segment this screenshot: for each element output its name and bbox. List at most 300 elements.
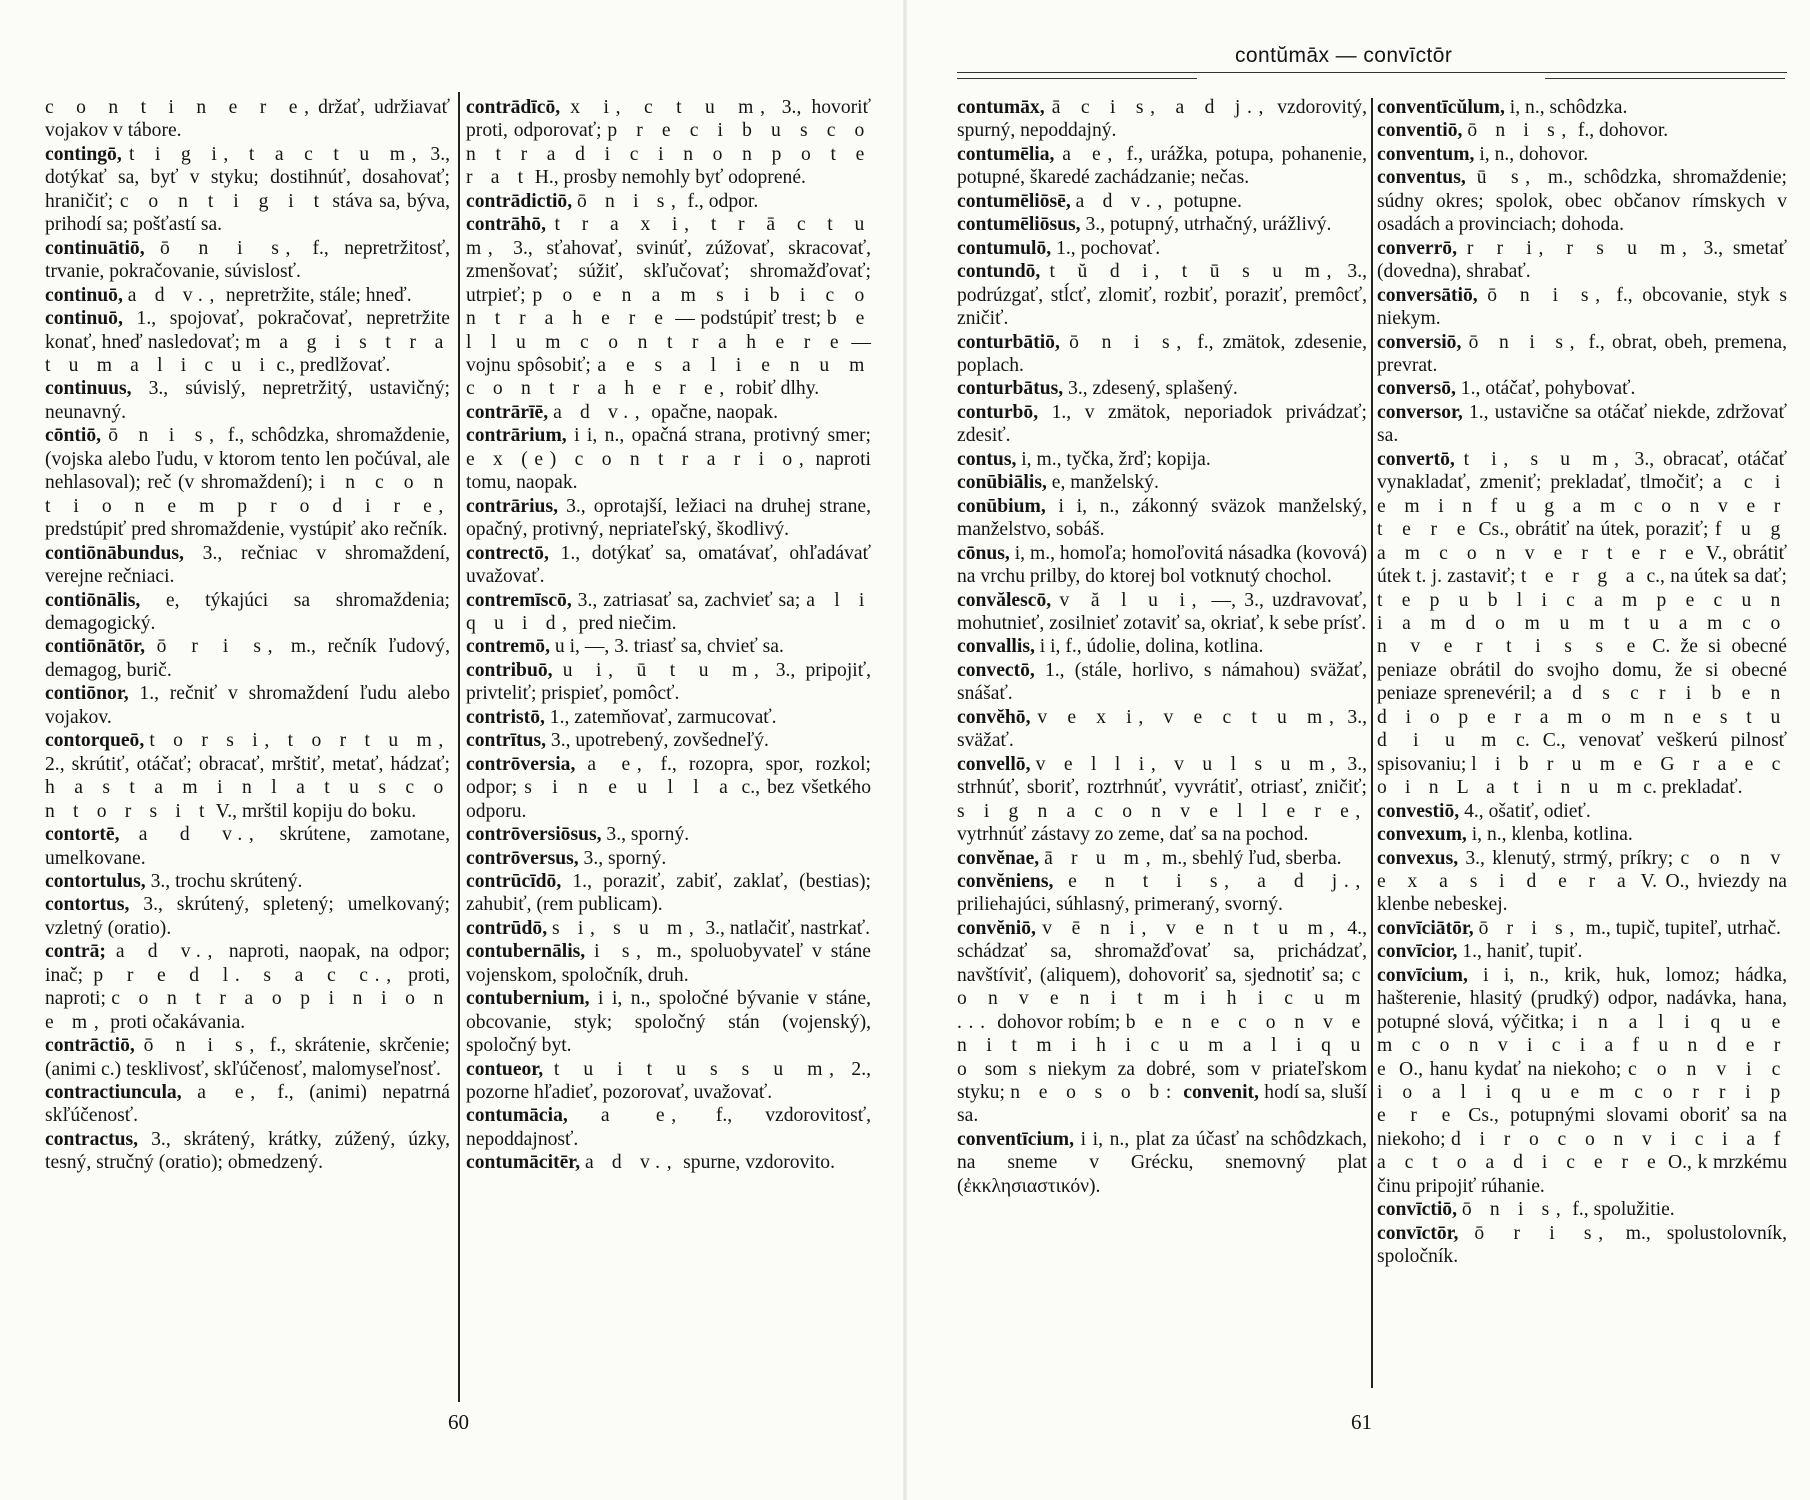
definition-text: 1., ustavične sa otáčať niekde, zdržovať sa.: [1377, 401, 1787, 447]
headword: convestiō,: [1377, 800, 1460, 822]
definition-text: 3., klenutý, strmý, príkry;: [1458, 847, 1681, 869]
dictionary-entry: [466, 542, 871, 589]
dictionary-entry: [466, 401, 871, 424]
definition-text: 3., sporný.: [601, 824, 690, 846]
definition-text: 3., hovoriť proti, odporovať;: [466, 97, 871, 142]
latin-phrase: n e o s o b:: [1010, 1082, 1178, 1104]
definition-text: 4., ošatiť, odieť.: [1459, 800, 1591, 822]
definition-text: c. C., venovať veškerú pilnosť spisovaniu;: [1377, 730, 1787, 775]
latin-phrase: ū s,: [1476, 167, 1537, 189]
definition-text: O., hanu kydať na niekoho;: [1392, 1058, 1629, 1080]
definition-text: proti, naproti;: [45, 964, 450, 1010]
headword: contortē,: [45, 824, 120, 846]
definition-text: i i, n., spoločné bývanie v stáne, obcovanie, styk; spoločný stán (vojenský), spoločný byt.: [466, 988, 871, 1057]
headword: contrādīcō,: [466, 97, 561, 118]
dictionary-entry: [957, 143, 1367, 190]
headword: conventum,: [1377, 143, 1475, 165]
headword: convălescō,: [957, 589, 1052, 611]
latin-phrase: c o n v e n i t m i h i c u m ...: [957, 964, 1367, 1033]
latin-phrase: l i b r u m e G r a e c o i n L a t i n u m: [1377, 753, 1787, 799]
headword: contumācia,: [466, 1105, 568, 1127]
latin-phrase: t ŭ d i, t ū s u m,: [1049, 261, 1339, 283]
latin-phrase: ā c i s, a d j.,: [1051, 97, 1271, 118]
dictionary-entry: [466, 424, 871, 494]
latin-phrase: ō r i s,: [1474, 1222, 1610, 1244]
latin-phrase: a d s c r i b e n d i o p e r a m o m n e s t u d i u m: [1377, 683, 1787, 752]
headword: contractiuncula,: [45, 1082, 182, 1104]
dictionary-entry: [957, 1128, 1367, 1198]
definition-text: 3., skrátený, krátky, zúžený, úzky, tesný, stručný (oratio); obmedzený.: [45, 1128, 450, 1174]
definition-text: [585, 941, 594, 962]
definition-text: 2., skrútiť, otáčať; obracať, mrštiť, metať, hádzať;: [45, 753, 450, 775]
definition-text: f., vzdorovitosť, nepoddajnosť.: [466, 1105, 871, 1150]
page-number: 60: [448, 1410, 469, 1434]
headword: contrāctiō,: [45, 1035, 135, 1057]
definition-text: skrútene, zamotane, umelkovane.: [45, 824, 450, 869]
dictionary-entry: [1377, 143, 1787, 166]
definition-text: f., odpor.: [682, 190, 759, 212]
latin-phrase: a d v.,: [553, 401, 647, 423]
dictionary-entry: [1377, 800, 1787, 823]
headword: contrītus,: [466, 730, 547, 752]
definition-text: [543, 1059, 554, 1080]
headword: contundō,: [957, 261, 1041, 283]
definition-text: V., obrátiť útek t. j. zastaviť;: [1377, 542, 1788, 588]
definition-text: [575, 754, 587, 775]
latin-phrase: a e,: [587, 753, 649, 775]
headword: contortulus,: [45, 870, 146, 892]
headword: contumācitēr,: [466, 1152, 581, 1174]
latin-phrase: x i, c t u m,: [570, 97, 772, 118]
latin-phrase: m a g i s t r a t u m a l i c u i: [45, 331, 450, 376]
latin-phrase: e x (e) c o n t r a r i o,: [466, 448, 811, 470]
dictionary-entry: [466, 1104, 871, 1151]
definition-text: 3., potupný, utrhačný, urážlivý.: [1080, 214, 1332, 236]
column-rule: [1371, 98, 1373, 1388]
headword: conūbium,: [957, 495, 1046, 517]
headword: contremō,: [466, 636, 550, 658]
headword: continuus,: [45, 378, 132, 400]
headword: convīciātōr,: [1377, 917, 1474, 939]
definition-text: i i, n., zákonný sväzok manželský, manželstvo, sobáš.: [957, 495, 1367, 541]
dictionary-entry: [45, 377, 450, 424]
latin-phrase: c o n t i n e r e: [45, 97, 305, 118]
latin-phrase: ō n i s,: [160, 237, 298, 259]
latin-phrase: s i, s u m,: [552, 917, 701, 939]
headword: conversātiō,: [1377, 284, 1478, 306]
definition-text: f., skrátenie, skrčenie; (animi c.) tesklivosť, skľúčenosť, malomyseľnosť.: [45, 1035, 450, 1080]
dictionary-entry: [45, 893, 450, 940]
dictionary-entry: [45, 542, 450, 589]
definition-text: m., schôdzka, shromaždenie; súdny okres; spolok, obec občanov rímskych v osadách a provinciach; dohoda.: [1377, 167, 1787, 236]
latin-phrase: p r e d l. s a c c.,: [93, 964, 398, 986]
dictionary-entry: [957, 237, 1367, 260]
dictionary-entry: [957, 377, 1367, 400]
definition-text: [1040, 261, 1049, 282]
definition-text: 1., v zmätok, neporiadok privádzať; zdesiť.: [957, 401, 1367, 447]
definition-text: 3., dotýkať sa, byť v styku; dostihnúť, dosahovať; hraničiť;: [45, 143, 451, 212]
latin-phrase: a d v.,: [585, 1152, 679, 1174]
definition-text: f., (animi) nepatrná skľúčenosť.: [45, 1082, 450, 1127]
definition-text: proti očakávania.: [105, 1011, 246, 1033]
headword: contus,: [957, 448, 1017, 470]
definition-text: [553, 660, 563, 681]
latin-phrase: ō r i s,: [1478, 917, 1581, 939]
dictionary-entry: [466, 635, 871, 658]
dictionary-entry: [466, 589, 871, 636]
dictionary-entry: [1377, 119, 1787, 142]
definition-text: —, 3., uzdravovať, mohutnieť, zosilnieť zotaviť sa, okriať, k sebe prísť.: [957, 589, 1367, 634]
dictionary-entry: [466, 753, 871, 823]
dictionary-entry: [957, 471, 1367, 494]
header-rule: [957, 72, 1787, 73]
definition-text: pred niečim.: [573, 612, 677, 634]
latin-phrase: a d v.,: [1075, 190, 1169, 212]
dictionary-entry: [45, 729, 450, 823]
headword: convĕniō,: [957, 917, 1036, 939]
dictionary-entry: [466, 729, 871, 752]
header-rule: [957, 78, 1197, 79]
latin-phrase: f u g a m c o n v e r t e r e: [1377, 519, 1787, 564]
latin-phrase: c o n v i c i o a l i q u e m c o r r i p e r e: [1377, 1058, 1787, 1127]
definition-text: f., urážka, potupa, pohanenie, potupné, škaredé zachádzanie; nečas.: [957, 143, 1367, 189]
definition-text: c., na útek sa dať;: [1641, 566, 1787, 588]
definition-text: Cs., obrátiť na útek, poraziť;: [1472, 519, 1715, 541]
definition-text: hodí sa, sluší sa.: [957, 1082, 1367, 1127]
definition-text: i i, n., krik, huk, lomoz; hádka, hašterenie, hlasitý (prudký) odpor, nadávka, hana, potupné slová, výčitka;: [1377, 964, 1787, 1033]
definition-text: 1., dotýkať sa, omatávať, ohľadávať uvažovať.: [466, 542, 871, 588]
dictionary-entry: [45, 823, 450, 870]
definition-text: — podstúpiť trest;: [669, 308, 827, 330]
dictionary-entry: [1377, 1222, 1787, 1269]
definition-text: 3., upotrebený, zovšedneľý.: [546, 730, 769, 752]
latin-phrase: ā r u m,: [1044, 847, 1158, 869]
headword: conversō,: [1377, 378, 1456, 400]
definition-text: e, manželský.: [1046, 472, 1159, 494]
page-number: 61: [1351, 1410, 1372, 1434]
definition-text: nepretržite, stále; hneď.: [221, 284, 412, 306]
headword: contrārīē,: [466, 401, 549, 423]
headword: contribuō,: [466, 659, 553, 681]
definition-text: [122, 144, 129, 165]
headword: contrūdō,: [466, 917, 548, 939]
definition-text: [1458, 1223, 1474, 1244]
definition-text: — vojnu spôsobiť;: [466, 331, 872, 376]
latin-phrase: p r e c i b u s c o n t r a d i c i n o n p o t e r a t: [466, 120, 871, 189]
dictionary-entry: [957, 401, 1367, 448]
definition-text: 3., sväžať.: [957, 706, 1367, 752]
dictionary-entry: [1377, 331, 1787, 378]
latin-phrase: v e x i, v e c t u m,: [1037, 706, 1341, 728]
headword: conturbō,: [957, 401, 1039, 423]
definition-text: 1., poraziť, zabiť, zaklať, (bestias); zahubiť, (rem publicam).: [466, 870, 871, 916]
definition-text: i, m., tyčka, žrď; kopija.: [1016, 448, 1211, 470]
definition-text: f., nepretržitosť, trvanie, pokračovanie, súvislosť.: [45, 237, 450, 283]
headword: conūbiālis,: [957, 472, 1047, 494]
headword: contrūcīdō,: [466, 870, 562, 892]
definition-text: H., prosby nemohly byť odoprené.: [529, 167, 806, 189]
headword: convĕnae,: [957, 847, 1040, 869]
dictionary-entry: [957, 448, 1367, 471]
dictionary-entry: [1377, 237, 1787, 284]
latin-phrase: t i, s u m,: [1463, 448, 1626, 470]
definition-text: 1., (stále, horlivo, s námahou) sväžať, snášať.: [957, 659, 1367, 705]
dictionary-entry: [45, 682, 450, 729]
headword: continuō,: [45, 284, 123, 306]
latin-phrase: c o n t r a o p i n i o n e m,: [45, 988, 451, 1033]
dictionary-entry: [1377, 940, 1787, 963]
latin-phrase: t i g i, t a c t u m,: [128, 143, 424, 165]
headword: contristō,: [466, 706, 545, 728]
dictionary-entry: [466, 1058, 871, 1105]
definition-text: Cs., potupnými slovami oboriť sa na niekoho;: [1377, 1105, 1787, 1150]
definition-text: opačne, naopak.: [646, 401, 778, 423]
headword: conversiō,: [1377, 331, 1462, 353]
header-rule: [1545, 78, 1785, 79]
headword: contingō,: [45, 143, 122, 165]
definition-text: e, týkajúci sa shromaždenia; demagogický.: [45, 589, 450, 634]
definition-text: 4., schádzať sa, shromažďovať sa, prichádzať, navštíviť, (aliquem), dohovoriť sa, sjednotiť sa;: [957, 917, 1367, 986]
latin-phrase: i n a l i q u e m c o n v i c i a f u n d e r e: [1377, 1011, 1787, 1080]
headword: cōnus,: [957, 542, 1010, 564]
latin-phrase: ō r i s,: [156, 636, 280, 658]
definition-text: f., schôdzka, shromaždenie, (vojska alebo ľudu, v ktorom tento len počúval, ale nehlasoval); reč (v shromaždení);: [45, 425, 451, 494]
definition-text: 3., rečniac v shromaždení, verejne rečniaci.: [45, 542, 450, 588]
definition-text: 3., zatriasať sa, zachvieť sa;: [571, 589, 807, 611]
definition-text: [120, 824, 139, 845]
definition-text: potupne.: [1168, 190, 1242, 212]
dictionary-entry: [957, 190, 1367, 213]
latin-phrase: v ă l u i,: [1059, 589, 1204, 611]
definition-text: 3., smetať (dovedna), shrabať.: [1377, 237, 1787, 283]
dictionary-entry: [957, 96, 1367, 143]
headword: convellō,: [957, 753, 1031, 775]
definition-text: [1455, 449, 1464, 470]
latin-phrase: d i r o c o n v i c i a f a c t o a d i c e r e: [1377, 1128, 1787, 1174]
definition-text: [106, 941, 116, 962]
dictionary-entry: [45, 284, 450, 307]
definition-text: m., spoluobyvateľ v stáne vojenskom, spoločník, druh.: [466, 941, 871, 986]
dictionary-entry: [1377, 917, 1787, 940]
headword: contumēlia,: [957, 143, 1055, 165]
dictionary-entry: [957, 542, 1367, 589]
headword: contiōnābundus,: [45, 542, 184, 564]
dictionary-entry: [957, 331, 1367, 378]
definition-text: 3., pripojiť, privteliť; prispieť, pomôcť.: [466, 659, 871, 705]
definition-text: f., zmätok, zdesenie, poplach.: [957, 331, 1367, 376]
definition-text: V., mrštil kopiju do boku.: [211, 800, 417, 822]
headword: contiōnālis,: [45, 589, 141, 611]
headword: conversor,: [1377, 401, 1463, 423]
headword: converrō,: [1377, 237, 1457, 259]
definition-text: i i, n., plat za účasť na schôdzkach, na sneme v Grécku, snemovný plat (ἐκκλησιαστικόν).: [957, 1128, 1367, 1197]
headword: conventīcŭlum,: [1377, 97, 1505, 118]
definition-text: 3., trochu skrútený.: [145, 870, 303, 892]
headword: convexum,: [1377, 824, 1467, 846]
latin-phrase: ō n i s,: [577, 190, 683, 212]
left-column-a: [45, 96, 450, 1175]
definition-text: 3., natlačiť, nastrkať.: [700, 917, 871, 939]
definition-text: m., sbehlý ľud, sberba.: [1157, 847, 1342, 869]
headword: conventīcium,: [957, 1128, 1075, 1150]
latin-phrase: a e s a l i e n u m c o n t r a h e r e,: [466, 354, 871, 400]
dictionary-entry: [957, 870, 1367, 917]
definition-text: [1478, 285, 1488, 306]
definition-text: [182, 1082, 198, 1103]
latin-phrase: i s,: [594, 941, 648, 963]
headword: convertō,: [1377, 448, 1455, 470]
latin-phrase: p o e n a m s i b i c o n t r a h e r e: [466, 284, 871, 330]
dictionary-entry: [1377, 96, 1787, 119]
headword: convectō,: [957, 659, 1035, 681]
dictionary-entry: [466, 823, 871, 846]
latin-phrase: a e,: [600, 1105, 683, 1127]
dictionary-entry: [1377, 166, 1787, 236]
headword: contumēliōsē,: [957, 190, 1071, 212]
definition-text: 3., súvislý, nepretržitý, ustavičný; neunavný.: [45, 378, 450, 423]
latin-phrase: ō n i s,: [1467, 120, 1573, 142]
dictionary-entry: [45, 635, 450, 682]
definition-text: naproti tomu, naopak.: [466, 448, 871, 494]
headword: conventus,: [1377, 167, 1466, 189]
definition-text: spurne, vzdorovito.: [678, 1152, 835, 1174]
headword: contractus,: [45, 1128, 139, 1150]
dictionary-entry: [466, 706, 871, 729]
definition-text: [560, 97, 570, 118]
definition-text: vzdorovitý, spurný, nepoddajný.: [957, 97, 1368, 142]
latin-phrase: v ē n i, v e n t u m,: [1042, 917, 1342, 939]
headword: contumēliōsus,: [957, 214, 1081, 236]
latin-phrase: t e r g a: [1520, 566, 1642, 588]
definition-text: i i, n., opačná strana, protivný smer;: [566, 425, 871, 447]
dictionary-entry: [957, 589, 1367, 636]
definition-text: [1045, 97, 1052, 118]
definition-text: 3., sťahovať, svinúť, zúžovať, skracovať, zmenšovať; súžiť, skľučovať; shromažďovať; utrpieť;: [466, 237, 871, 306]
dictionary-entry: [957, 917, 1367, 1128]
right-column-a: [957, 96, 1367, 1198]
headword: convĕniens,: [957, 870, 1054, 892]
latin-phrase: s i g n a c o n v e l l e r e,: [957, 800, 1367, 822]
headword: convīcior,: [1377, 941, 1458, 963]
latin-phrase: ō n i s,: [1487, 284, 1607, 306]
definition-text: 1., haniť, tupiť.: [1457, 941, 1583, 963]
headword: contortus,: [45, 894, 130, 916]
headword: conventiō,: [1377, 120, 1463, 142]
dictionary-entry: [466, 847, 871, 870]
headword: cōntiō,: [45, 425, 102, 447]
headword: contrōversia,: [466, 753, 576, 775]
latin-phrase: a c i e m i n f u g a m c o n v e r t e r e: [1377, 472, 1787, 541]
definition-text: stáva sa, býva, prihodí sa; pošťastí sa.: [45, 190, 450, 236]
dictionary-entry: [45, 589, 450, 636]
definition-text: i, m., homoľa; homoľovitá násadka (kovová) na vrchu prilby, do ktorej bol votknutý chochol.: [957, 542, 1367, 588]
definition-text: [1457, 238, 1467, 259]
latin-phrase: t u i t u s s u m,: [553, 1058, 841, 1080]
definition-text: 1., rečniť v shromaždení ľudu alebo vojakov.: [45, 683, 450, 728]
headword: convexus,: [1377, 847, 1459, 869]
running-head: contŭmāx — convīctōr: [1235, 44, 1453, 67]
latin-phrase: u i, ū t u m,: [562, 659, 766, 681]
latin-phrase: t o r s i, t o r t u m,: [149, 730, 450, 752]
definition-text: i, n., klenba, kotlina.: [1466, 824, 1633, 846]
headword: convīctiō,: [1377, 1199, 1457, 1221]
dictionary-entry: [466, 96, 871, 190]
definition-text: som s niekym za dobré, som v priateľskom styku;: [957, 1058, 1367, 1104]
headword: conturbātiō,: [957, 331, 1060, 353]
definition-text: 3., oprotajší, ležiaci na druhej strane, opačný, protivný, nepriateľský, škodlivý.: [466, 495, 871, 541]
latin-phrase: r r i, r s u m,: [1466, 237, 1694, 259]
dictionary-entry: [466, 190, 871, 213]
dictionary-entry: [466, 940, 871, 987]
definition-text: predstúpiť pred shromaždenie, vystúpiť ako rečník.: [45, 519, 448, 541]
dictionary-entry: [1377, 284, 1787, 331]
dictionary-entry: [1377, 1198, 1787, 1221]
dictionary-entry: [45, 96, 450, 143]
latin-phrase: e n t i s, a d j.,: [1068, 870, 1367, 892]
latin-phrase: s i n e u l l a: [524, 777, 735, 799]
headword: contremīscō,: [466, 589, 572, 611]
dictionary-entry: [957, 753, 1367, 847]
definition-text: 3., strhnúť, sboriť, roztrhnúť, vyvrátiť, otriasť, zničiť;: [957, 753, 1368, 799]
headword: contrectō,: [466, 542, 549, 564]
definition-text: robiť dlhy.: [730, 378, 820, 400]
dictionary-entry: [957, 659, 1367, 706]
headword: contrōversiōsus,: [466, 824, 602, 846]
definition-text: dohovor robím;: [991, 1011, 1126, 1033]
definition-text: [1461, 332, 1468, 353]
definition-text: f., dohovor.: [1572, 120, 1669, 142]
headword: contrārius,: [466, 495, 558, 517]
definition-text: naproti, naopak, na odpor; inač;: [45, 941, 451, 986]
dictionary-entry: [1377, 377, 1787, 400]
dictionary-entry: [466, 917, 871, 940]
definition-text: i, n., schôdzka.: [1504, 97, 1628, 118]
latin-phrase: h a s t a m i n l a t u s c o n t o r s i t: [45, 777, 450, 822]
dictionary-entry: [45, 1081, 450, 1128]
definition-text: , držať, udržiavať vojakov v tábore.: [45, 97, 450, 142]
headword: conturbātus,: [957, 378, 1064, 400]
definition-text: 3., podrúzgať, stĺcť, zlomiť, rozbiť, poraziť, premôcť, zničiť.: [957, 261, 1367, 330]
dictionary-entry: [957, 847, 1367, 870]
dictionary-entry: [1377, 448, 1787, 800]
definition-text: 1., spojovať, pokračovať, nepretržite konať, hneď nasledovať;: [45, 308, 450, 353]
definition-text: [1466, 167, 1477, 188]
headword: convīcium,: [1377, 964, 1468, 986]
dictionary-entry: [45, 870, 450, 893]
latin-phrase: t r a x i, t r ā c t u m,: [466, 214, 871, 259]
dictionary-entry: [45, 307, 450, 377]
headword: contrā;: [45, 941, 106, 963]
latin-phrase: ō n i s,: [1069, 331, 1188, 353]
definition-text: [1053, 871, 1068, 892]
definition-text: 1., zatemňovať, zarmucovať.: [544, 706, 777, 728]
headword: contiōnātōr,: [45, 636, 145, 658]
latin-phrase: a d v.,: [127, 284, 222, 306]
definition-text: 1., pochovať.: [1051, 237, 1161, 259]
dictionary-entry: [45, 237, 450, 284]
definition-text: i, n., dohovor.: [1474, 143, 1589, 165]
right-page: [905, 0, 1810, 1500]
definition-text: 3., obracať, otáčať vynakladať, zmeniť; prekladať, tlmočiť;: [1377, 448, 1787, 494]
definition-text: [145, 636, 157, 657]
definition-text: m., tupič, tupiteľ, utrhač.: [1580, 917, 1781, 939]
definition-text: c., predlžovať.: [271, 354, 391, 376]
definition-text: i i, f., údolie, dolina, kotlina.: [1034, 636, 1264, 658]
latin-phrase: ō n i s,: [1468, 331, 1582, 353]
definition-text: [1060, 332, 1069, 353]
headword: contumāx,: [957, 97, 1045, 118]
right-column-b: [1377, 96, 1787, 1269]
